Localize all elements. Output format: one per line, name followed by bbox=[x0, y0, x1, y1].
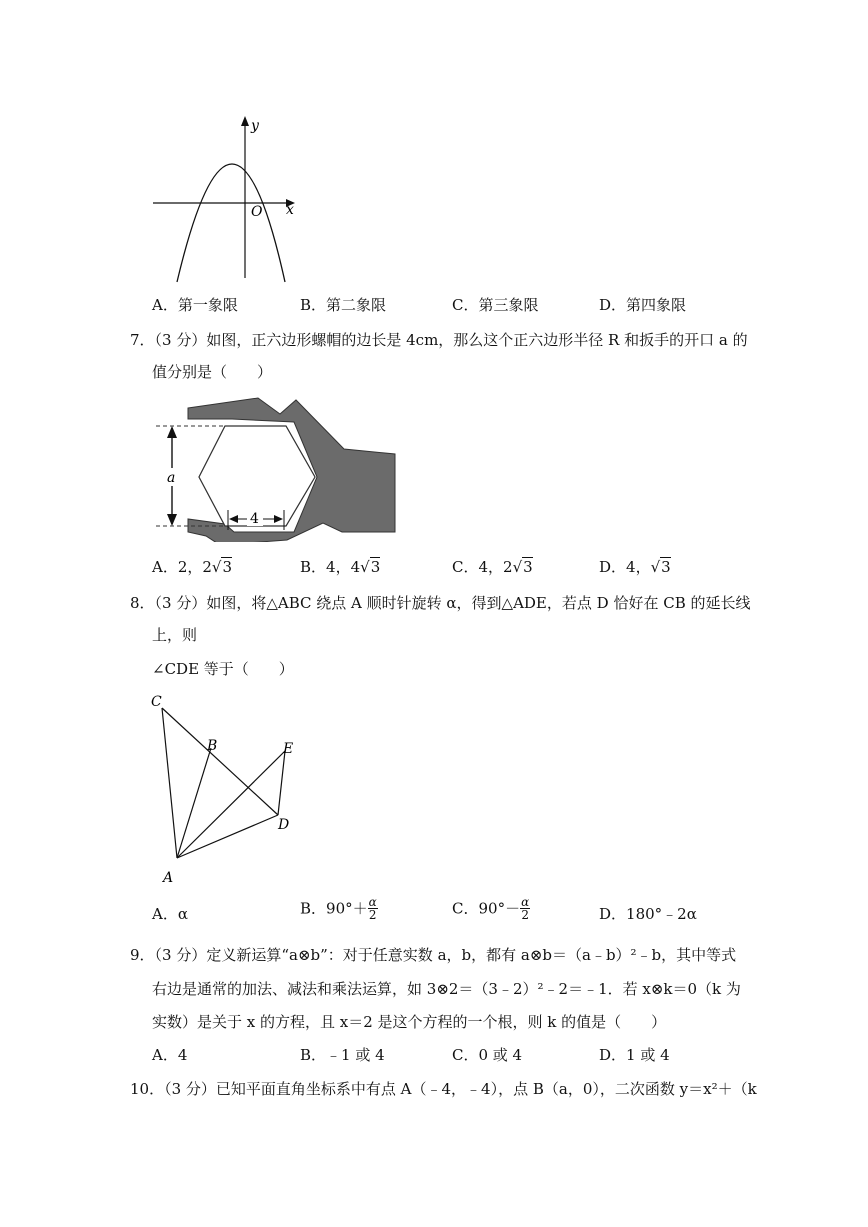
q8-option-a: A．α bbox=[152, 905, 188, 923]
q7-option-b-radicand: 3 bbox=[370, 558, 381, 576]
fraction-denominator: 2 bbox=[521, 908, 529, 922]
q7-text-line2: 值分别是（ ） bbox=[152, 363, 273, 381]
q9-text-line1: 9．（3 分）定义新运算“a⊗b”：对于任意实数 a，b，都有 a⊗b＝（a﹣b）²﹣b，其中等式 bbox=[130, 946, 737, 964]
q8-option-b bbox=[300, 896, 378, 921]
y-axis-arrow bbox=[241, 116, 249, 126]
q9-option-b: B．﹣1 或 4 bbox=[300, 1046, 385, 1064]
q6-option-c: C．第三象限 bbox=[452, 296, 539, 314]
q8-option-c-text: C．90°－ bbox=[452, 899, 521, 918]
side-length-label: 4 bbox=[250, 511, 259, 527]
triangle-rotation-figure bbox=[145, 688, 305, 888]
q8-option-d: D．180°﹣2α bbox=[599, 905, 697, 923]
x-axis-label: x bbox=[286, 202, 294, 218]
q8-text-line1: 8．（3 分）如图，将△ABC 绕点 A 顺时针旋转 α，得到△ADE，若点 D 恰好在 CB 的延长线 bbox=[130, 594, 751, 612]
q7-option-c-text: C．4，2 bbox=[452, 558, 513, 576]
segment-ad bbox=[177, 815, 278, 858]
q7-option-d-text: D．4， bbox=[599, 558, 651, 576]
wrench-figure bbox=[150, 392, 410, 542]
q8-text-line2: 上，则 bbox=[152, 626, 198, 644]
q9-option-d: D．1 或 4 bbox=[599, 1046, 670, 1064]
q8-option-b-text: B．90°＋ bbox=[300, 899, 368, 918]
q6-option-d: D．第四象限 bbox=[599, 296, 687, 314]
q7-option-c-radicand: 3 bbox=[523, 558, 533, 576]
opening-label-a: a bbox=[167, 470, 176, 486]
point-d-label: D bbox=[278, 817, 290, 833]
parabola-figure bbox=[145, 110, 315, 285]
sqrt-symbol: √ bbox=[650, 558, 661, 576]
point-c-label: C bbox=[151, 694, 162, 710]
sqrt-symbol: √ bbox=[211, 558, 222, 576]
q7-option-a bbox=[152, 557, 232, 577]
q9-text-line3: 实数）是关于 x 的方程，且 x＝2 是这个方程的一个根，则 k 的值是（ ） bbox=[152, 1013, 667, 1031]
q7-option-b bbox=[300, 557, 380, 577]
y-axis-label: y bbox=[251, 118, 259, 134]
fraction-numerator: α bbox=[521, 895, 530, 909]
fraction bbox=[368, 896, 378, 921]
q6-option-b: B．第二象限 bbox=[300, 296, 387, 314]
q8-text-line3: ∠CDE 等于（ ） bbox=[152, 660, 294, 678]
q6-option-a: A．第一象限 bbox=[152, 296, 238, 314]
q7-option-a-text: A．2，2 bbox=[152, 558, 212, 576]
q9-option-c: C．0 或 4 bbox=[452, 1046, 523, 1064]
q9-option-a: A．4 bbox=[152, 1046, 188, 1064]
q8-option-c bbox=[452, 896, 530, 921]
fraction-numerator: α bbox=[368, 895, 377, 909]
opening-arrow-top bbox=[167, 426, 177, 438]
q7-option-a-radicand: 3 bbox=[222, 558, 233, 576]
point-b-label: B bbox=[207, 738, 218, 754]
point-e-label: E bbox=[283, 741, 294, 757]
q7-option-d-radicand: 3 bbox=[661, 558, 671, 576]
segment-de bbox=[278, 751, 285, 815]
origin-label: O bbox=[251, 204, 263, 220]
sqrt-symbol: √ bbox=[512, 558, 523, 576]
fraction-denominator: 2 bbox=[368, 908, 377, 922]
q7-option-d bbox=[599, 557, 671, 577]
q7-text-line1: 7．（3 分）如图，正六边形螺帽的边长是 4cm，那么这个正六边形半径 R 和扳手的开口 a 的 bbox=[130, 331, 748, 349]
opening-arrow-bottom bbox=[167, 514, 177, 526]
segment-cd bbox=[162, 708, 278, 815]
parabola-curve bbox=[177, 164, 285, 282]
point-a-label: A bbox=[163, 870, 174, 886]
fraction bbox=[520, 896, 530, 921]
q9-text-line2: 右边是通常的加法、减法和乘法运算，如 3⊗2＝（3﹣2）²﹣2＝﹣1．若 x⊗k＝0（k 为 bbox=[152, 980, 741, 998]
segment-ca bbox=[162, 708, 177, 858]
q10-text-line1: 10．（3 分）已知平面直角坐标系中有点 A（﹣4，﹣4），点 B（a，0），二次函数 y＝x²＋（k bbox=[130, 1080, 757, 1098]
q7-option-b-text: B．4，4 bbox=[300, 558, 361, 576]
sqrt-symbol: √ bbox=[360, 558, 370, 576]
q7-option-c bbox=[452, 557, 533, 577]
